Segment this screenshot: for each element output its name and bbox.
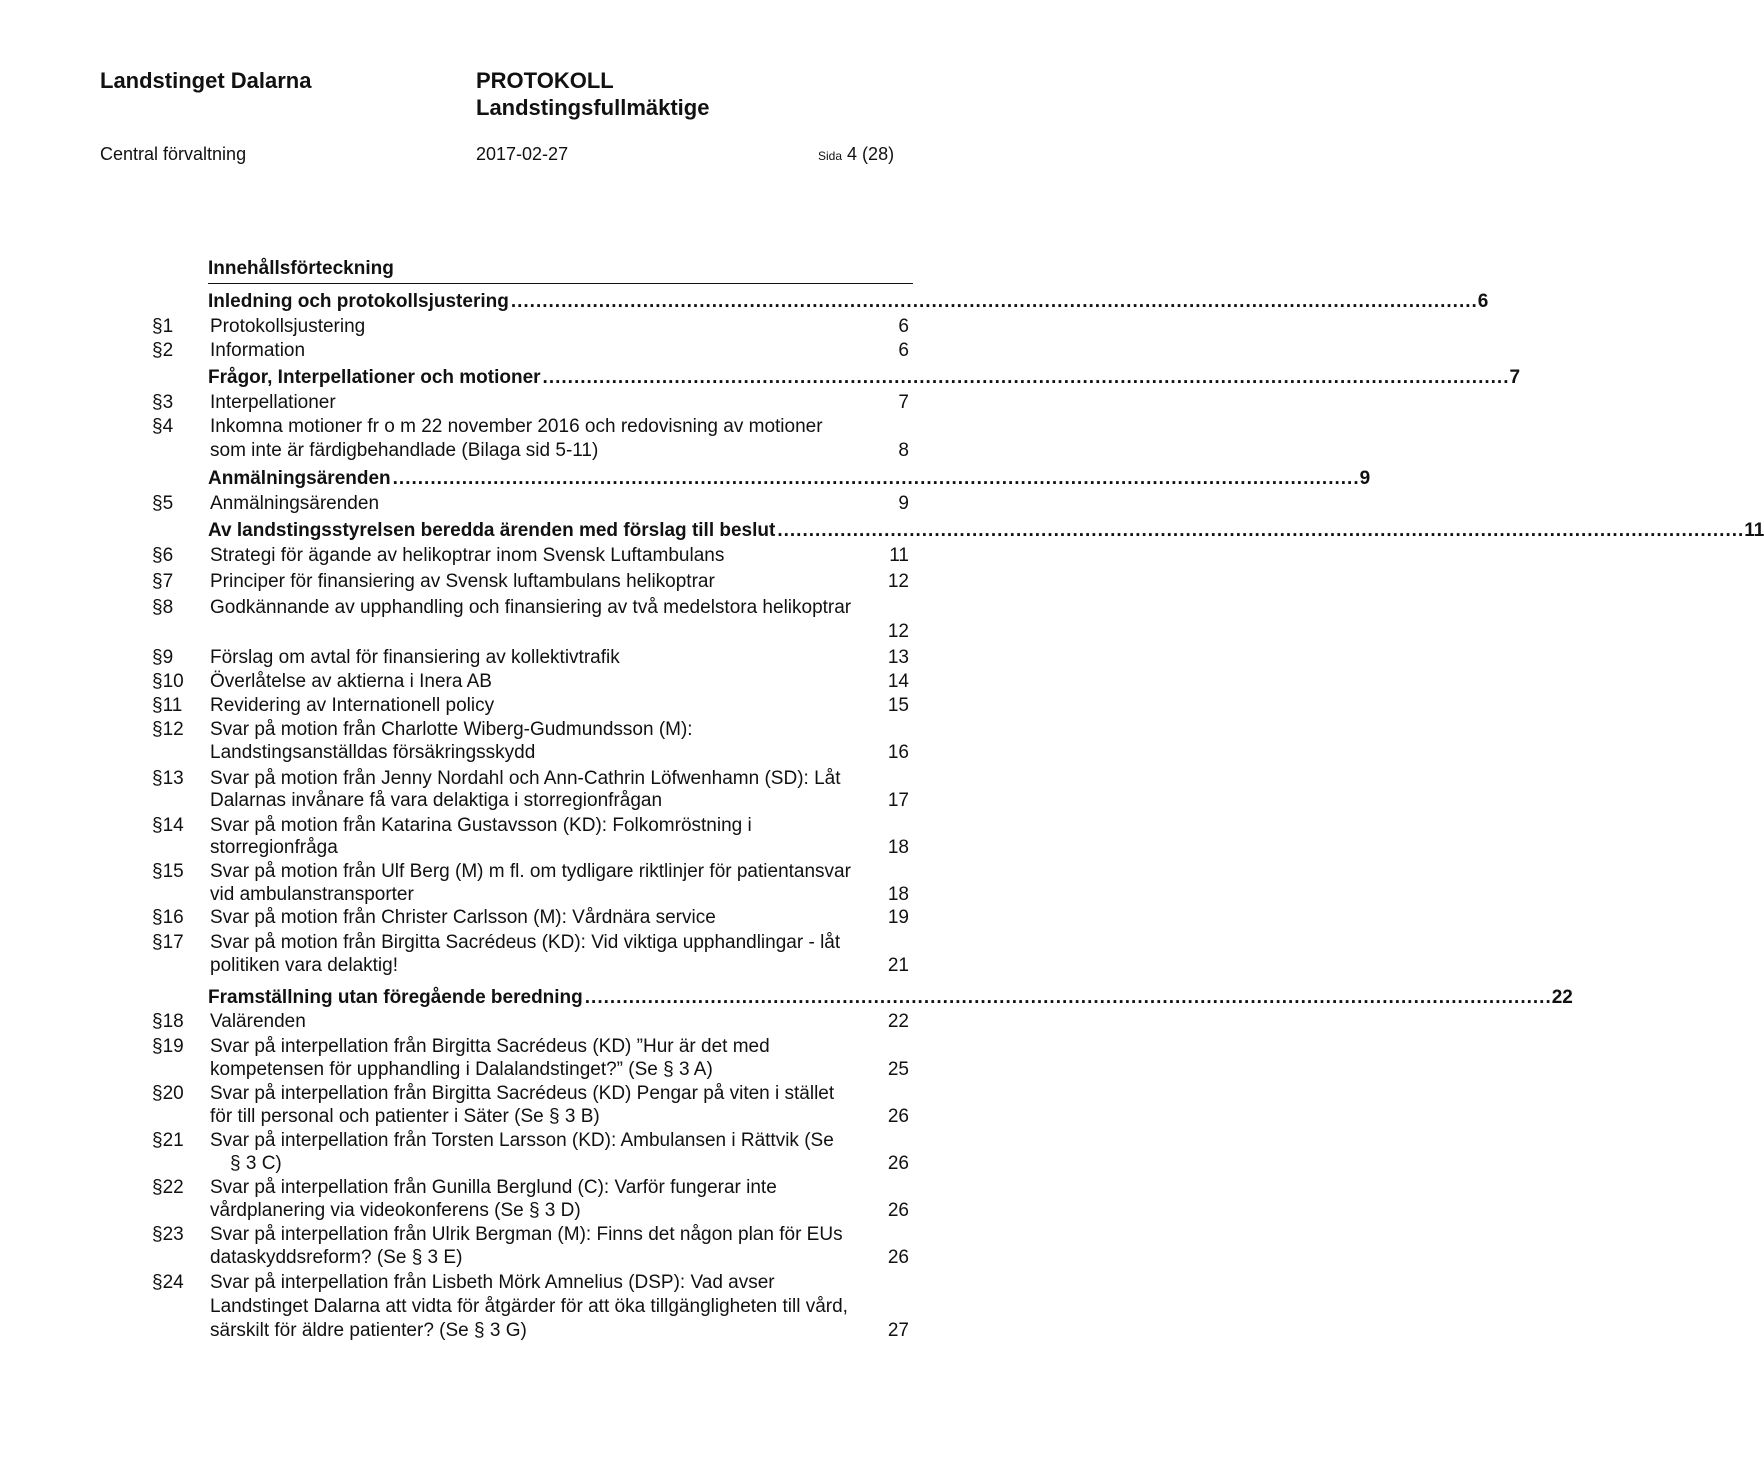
toc-item: §2 Information 6 xyxy=(152,340,909,361)
toc-section: Frågor, Interpellationer och motioner .......................................................................................................................................................... 7 xyxy=(208,367,1521,388)
toc-item-continuation: för till personal och patienter i Säter (Se § 3 B) 26 xyxy=(210,1106,909,1127)
toc-item: §12 Svar på motion från Charlotte Wiberg-Gudmundsson (M): xyxy=(152,719,693,740)
toc-item: §18 Valärenden 22 xyxy=(152,1011,909,1032)
org-name: Landstinget Dalarna xyxy=(100,68,312,93)
toc-section: Inledning och protokollsjustering .......................................................................................................................................................... 6 xyxy=(208,291,1489,312)
toc-item-continuation: dataskyddsreform? (Se § 3 E) 26 xyxy=(210,1247,909,1268)
toc-divider xyxy=(208,283,913,284)
page-word: Sida xyxy=(818,149,843,163)
toc-item: §7 Principer för finansiering av Svensk luftambulans helikoptrar 12 xyxy=(152,571,909,592)
toc-item: §4 Inkomna motioner fr o m 22 november 2016 och redovisning av motioner xyxy=(152,416,823,437)
toc-item-continuation: Dalarnas invånare få vara delaktiga i storregionfrågan 17 xyxy=(210,790,909,811)
toc-item: §8 Godkännande av upphandling och finansiering av två medelstora helikoptrar xyxy=(152,597,852,618)
department: Central förvaltning xyxy=(100,144,247,164)
toc-item: §11 Revidering av Internationell policy 15 xyxy=(152,695,909,716)
toc-item: §6 Strategi för ägande av helikoptrar inom Svensk Luftambulans 11 xyxy=(152,545,909,566)
toc-item: §19 Svar på interpellation från Birgitta Sacrédeus (KD) ”Hur är det med xyxy=(152,1036,770,1057)
toc-item: §16 Svar på motion från Christer Carlsson (M): Vårdnära service 19 xyxy=(152,907,909,928)
page-indicator xyxy=(818,144,894,165)
toc-item-continuation: vårdplanering via videokonferens (Se § 3 D) 26 xyxy=(210,1200,909,1221)
toc-item-continuation: politiken vara delaktig! 21 xyxy=(210,955,909,976)
assembly-name: Landstingsfullmäktige xyxy=(476,95,710,120)
toc-item: §21 Svar på interpellation från Torsten Larsson (KD): Ambulansen i Rättvik (Se xyxy=(152,1130,834,1151)
toc-item: §9 Förslag om avtal för finansiering av kollektivtrafik 13 xyxy=(152,647,909,668)
toc-title: Innehållsförteckning xyxy=(208,258,394,279)
toc-item-continuation: Landstingsanställdas försäkringsskydd 16 xyxy=(210,742,909,763)
toc-item-continuation: Landstinget Dalarna att vidta för åtgärder för att öka tillgängligheten till vård, xyxy=(210,1296,848,1317)
toc-item-continuation: vid ambulanstransporter 18 xyxy=(210,884,909,905)
meeting-date: 2017-02-27 xyxy=(476,144,569,164)
toc-item: §10 Överlåtelse av aktierna i Inera AB 14 xyxy=(152,671,909,692)
page-value: 4 (28) xyxy=(847,144,895,164)
toc-section: Framställning utan föregående beredning .......................................................................................................................................................... 22 xyxy=(208,987,1573,1008)
toc-item: §13 Svar på motion från Jenny Nordahl och Ann-Cathrin Löfwenhamn (SD): Låt xyxy=(152,768,841,789)
toc-item-continuation: storregionfråga 18 xyxy=(210,837,909,858)
toc-item-continuation: § 3 C) 26 xyxy=(230,1153,909,1174)
toc-item: §3 Interpellationer 7 xyxy=(152,392,909,413)
toc-item: §14 Svar på motion från Katarina Gustavsson (KD): Folkomröstning i xyxy=(152,815,752,836)
toc-item-continuation: särskilt för äldre patienter? (Se § 3 G) 27 xyxy=(210,1320,909,1341)
toc-item: §5 Anmälningsärenden 9 xyxy=(152,493,909,514)
toc-section: Av landstingsstyrelsen beredda ärenden med förslag till beslut .......................................................................................................................................................... 11 xyxy=(208,520,1764,541)
toc-item-continuation: som inte är färdigbehandlade (Bilaga sid 5-11) 8 xyxy=(210,440,909,461)
toc-section: Anmälningsärenden .......................................................................................................................................................... 9 xyxy=(208,468,1371,489)
toc-item: §23 Svar på interpellation från Ulrik Bergman (M): Finns det någon plan för EUs xyxy=(152,1224,843,1245)
document-type: PROTOKOLL xyxy=(476,68,614,93)
toc-item: §15 Svar på motion från Ulf Berg (M) m fl. om tydligare riktlinjer för patientansvar xyxy=(152,861,851,882)
toc-item: §22 Svar på interpellation från Gunilla Berglund (C): Varför fungerar inte xyxy=(152,1177,777,1198)
toc-item-continuation: kompetensen för upphandling i Dalalandstinget?” (Se § 3 A) 25 xyxy=(210,1059,909,1080)
toc-item: §1 Protokollsjustering 6 xyxy=(152,316,909,337)
toc-item: §20 Svar på interpellation från Birgitta Sacrédeus (KD) Pengar på viten i stället xyxy=(152,1083,835,1104)
toc-item: §17 Svar på motion från Birgitta Sacrédeus (KD): Vid viktiga upphandlingar - låt xyxy=(152,932,841,953)
toc-item: §24 Svar på interpellation från Lisbeth Mörk Amnelius (DSP): Vad avser xyxy=(152,1272,775,1293)
toc-item-continuation: 12 xyxy=(887,621,909,642)
